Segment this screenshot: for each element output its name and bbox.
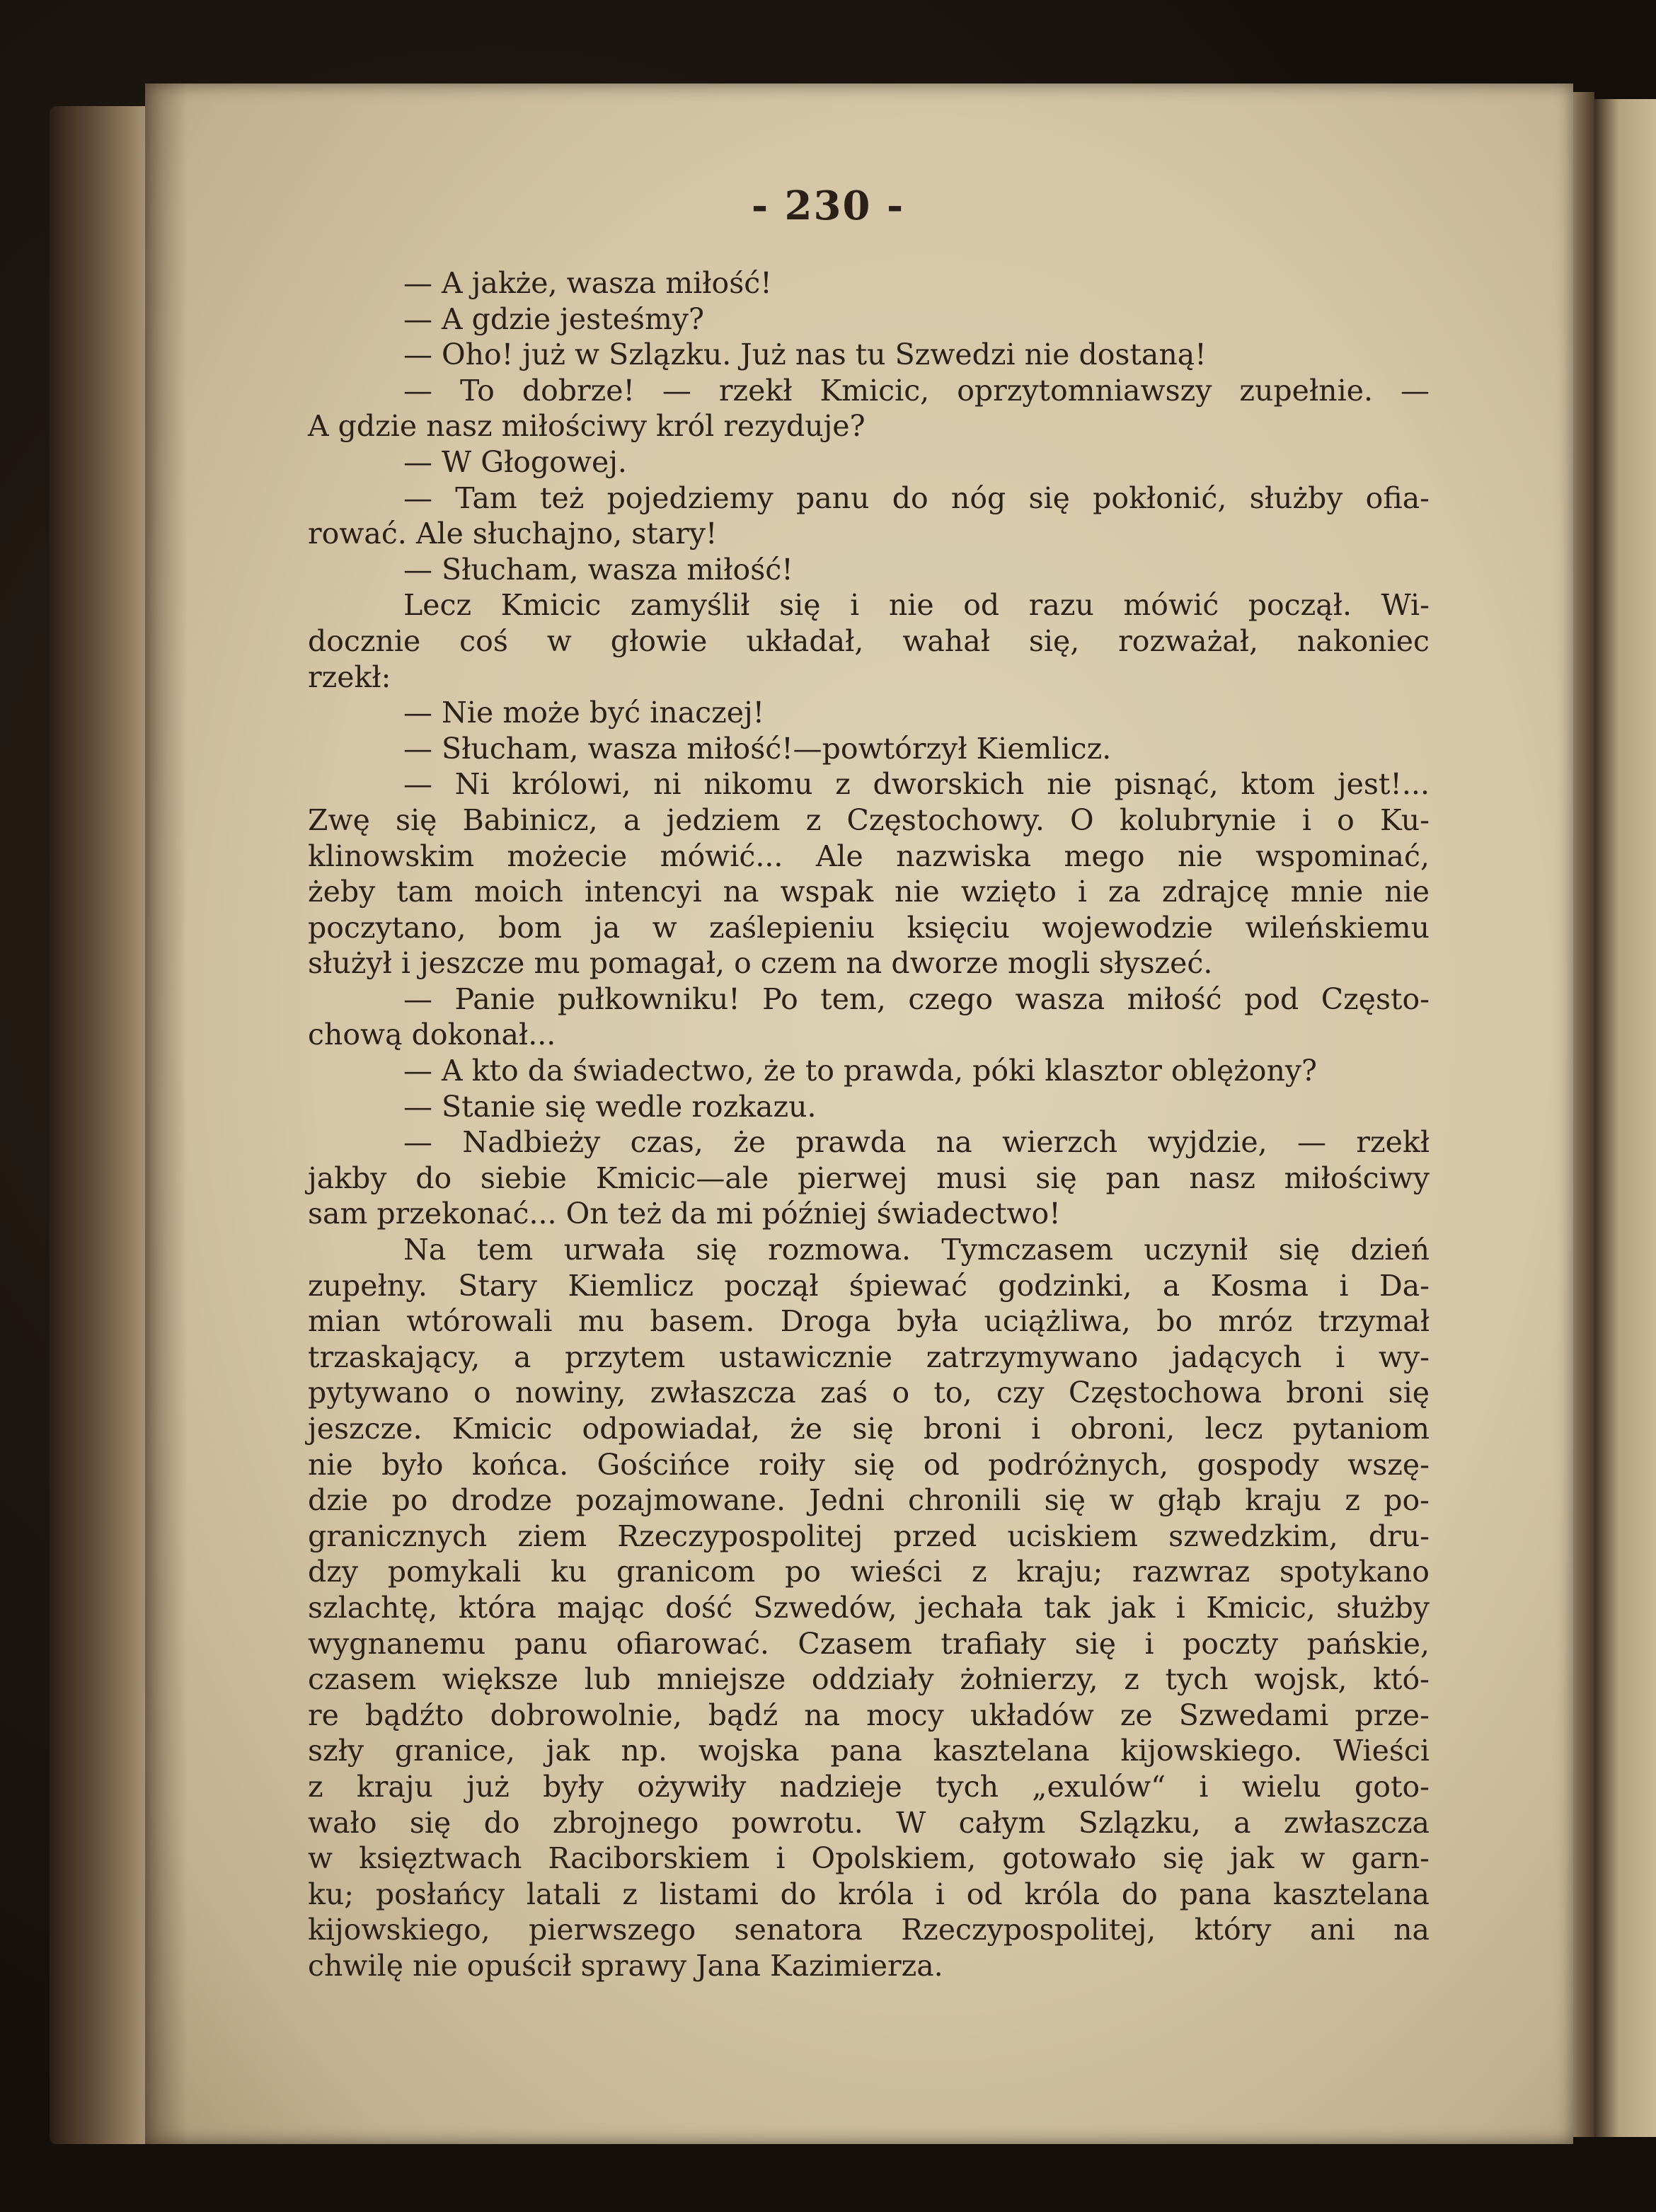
text-line: — Panie pułkowniku! Po tem, czego wasza miłość pod Często- <box>403 981 1430 1016</box>
text-line: Na tem urwała się rozmowa. Tymczasem uczynił się dzień <box>403 1233 1430 1267</box>
text-line: re bądźto dobrowolnie, bądź na mocy układów ze Szwedami prze- <box>308 1698 1430 1732</box>
text-line: klinowskim możecie mówić... Ale nazwiska mego nie wspominać, <box>308 839 1430 873</box>
text-line: jakby do siebie Kmicic—ale pierwej musi się pan nasz miłościwy <box>308 1160 1430 1195</box>
text-line: sam przekonać... On też da mi później świadectwo! <box>308 1197 1061 1231</box>
text-line: jeszcze. Kmicic odpowiadał, że się broni i obroni, lecz pytaniom <box>308 1412 1430 1446</box>
body-text <box>308 265 1430 1984</box>
text-line: szły granice, jak np. wojska pana kasztelana kijowskiego. Wieści <box>308 1734 1430 1768</box>
text-line: A gdzie nasz miłościwy król rezyduje? <box>308 409 866 444</box>
text-line: dzie po drodze pozajmowane. Jedni chronili się w głąb kraju z po- <box>308 1483 1430 1518</box>
text-line: — To dobrze! — rzekł Kmicic, oprzytomniawszy zupełnie. — <box>403 373 1430 408</box>
text-line: — A gdzie jesteśmy? <box>403 301 704 336</box>
text-line: — Nie może być inaczej! <box>403 696 765 730</box>
next-page-edge <box>1594 99 1656 2137</box>
text-line: docznie coś w głowie układał, wahał się, rozważał, nakoniec <box>308 623 1430 658</box>
book-spine-pages <box>50 106 156 2144</box>
text-line: — Oho! już w Szlązku. Już nas tu Szwedzi nie dostaną! <box>403 338 1207 372</box>
text-line: w księztwach Raciborskiem i Opolskiem, gotowało się jak w garn- <box>308 1841 1430 1876</box>
text-line: szlachtę, która mając dość Szwedów, jechała tak jak i Kmicic, służby <box>308 1590 1430 1625</box>
text-line: nie było końca. Gościńce roiły się od podróżnych, gospody wszę- <box>308 1447 1430 1482</box>
text-line: granicznych ziem Rzeczypospolitej przed uciskiem szwedzkim, dru- <box>308 1519 1430 1553</box>
text-line: służył i jeszcze mu pomagał, o czem na dworze mogli słyszeć. <box>308 946 1213 981</box>
text-line: rzekł: <box>308 659 391 694</box>
text-line: zupełny. Stary Kiemlicz począł śpiewać godzinki, a Kosma i Da- <box>308 1268 1430 1303</box>
text-line: — Nadbieży czas, że prawda na wierzch wyjdzie, — rzekł <box>403 1125 1430 1160</box>
text-line: wało się do zbrojnego powrotu. W całym Szlązku, a zwłaszcza <box>308 1805 1430 1840</box>
page-number: - 230 - <box>751 183 905 229</box>
text-line: żeby tam moich intencyi na wspak nie wzięto i za zdrajcę mnie nie <box>308 875 1430 909</box>
text-line: pytywano o nowiny, zwłaszcza zaś o to, czy Częstochowa broni się <box>308 1376 1430 1410</box>
text-line: rować. Ale słuchajno, stary! <box>308 517 718 551</box>
text-line: chwilę nie opuścił sprawy Jana Kazimierza. <box>308 1948 943 1983</box>
text-line: kijowskiego, pierwszego senatora Rzeczypospolitej, który ani na <box>308 1913 1430 1947</box>
text-line: wygnanemu panu ofiarować. Czasem trafiały się i poczty pańskie, <box>308 1626 1430 1661</box>
text-line: poczytano, bom ja w zaślepieniu księciu wojewodzie wileńskiemu <box>308 910 1430 945</box>
text-line: trzaskający, a przytem ustawicznie zatrzymywano jadących i wy- <box>308 1340 1430 1374</box>
text-line: — Słucham, wasza miłość! <box>403 552 793 587</box>
text-line: — Słucham, wasza miłość!—powtórzył Kiemlicz. <box>403 731 1112 766</box>
text-line: czasem większe lub mniejsze oddziały żołnierzy, z tych wojsk, któ- <box>308 1662 1430 1697</box>
text-line: — Stanie się wedle rozkazu. <box>403 1089 817 1124</box>
text-line: — W Głogowej. <box>403 444 627 479</box>
text-line: mian wtórowali mu basem. Droga była uciążliwa, bo mróz trzymał <box>308 1304 1430 1339</box>
page-gutter-shadow <box>1573 92 1594 2137</box>
text-line: Lecz Kmicic zamyślił się i nie od razu mówić począł. Wi- <box>403 588 1430 623</box>
text-line: — A kto da świadectwo, że to prawda, póki klasztor oblężony? <box>403 1054 1318 1088</box>
text-line: chową dokonał... <box>308 1018 556 1052</box>
text-line: — Ni królowi, ni nikomu z dworskich nie pisnąć, ktom jest!... <box>403 767 1430 802</box>
text-line: dzy pomykali ku granicom po wieści z kraju; razwraz spotykano <box>308 1555 1430 1589</box>
text-line: ku; posłańcy latali z listami do króla i od króla do pana kasztelana <box>308 1877 1430 1911</box>
text-line: z kraju już były ożywiły nadzieje tych „exulów“ i wielu goto- <box>308 1769 1430 1804</box>
text-line: — Tam też pojedziemy panu do nóg się pokłonić, służby ofia- <box>403 480 1430 515</box>
text-line: Zwę się Babinicz, a jedziem z Częstochowy. O kolubrynie i o Ku- <box>308 802 1430 837</box>
text-line: — A jakże, wasza miłość! <box>403 266 772 300</box>
